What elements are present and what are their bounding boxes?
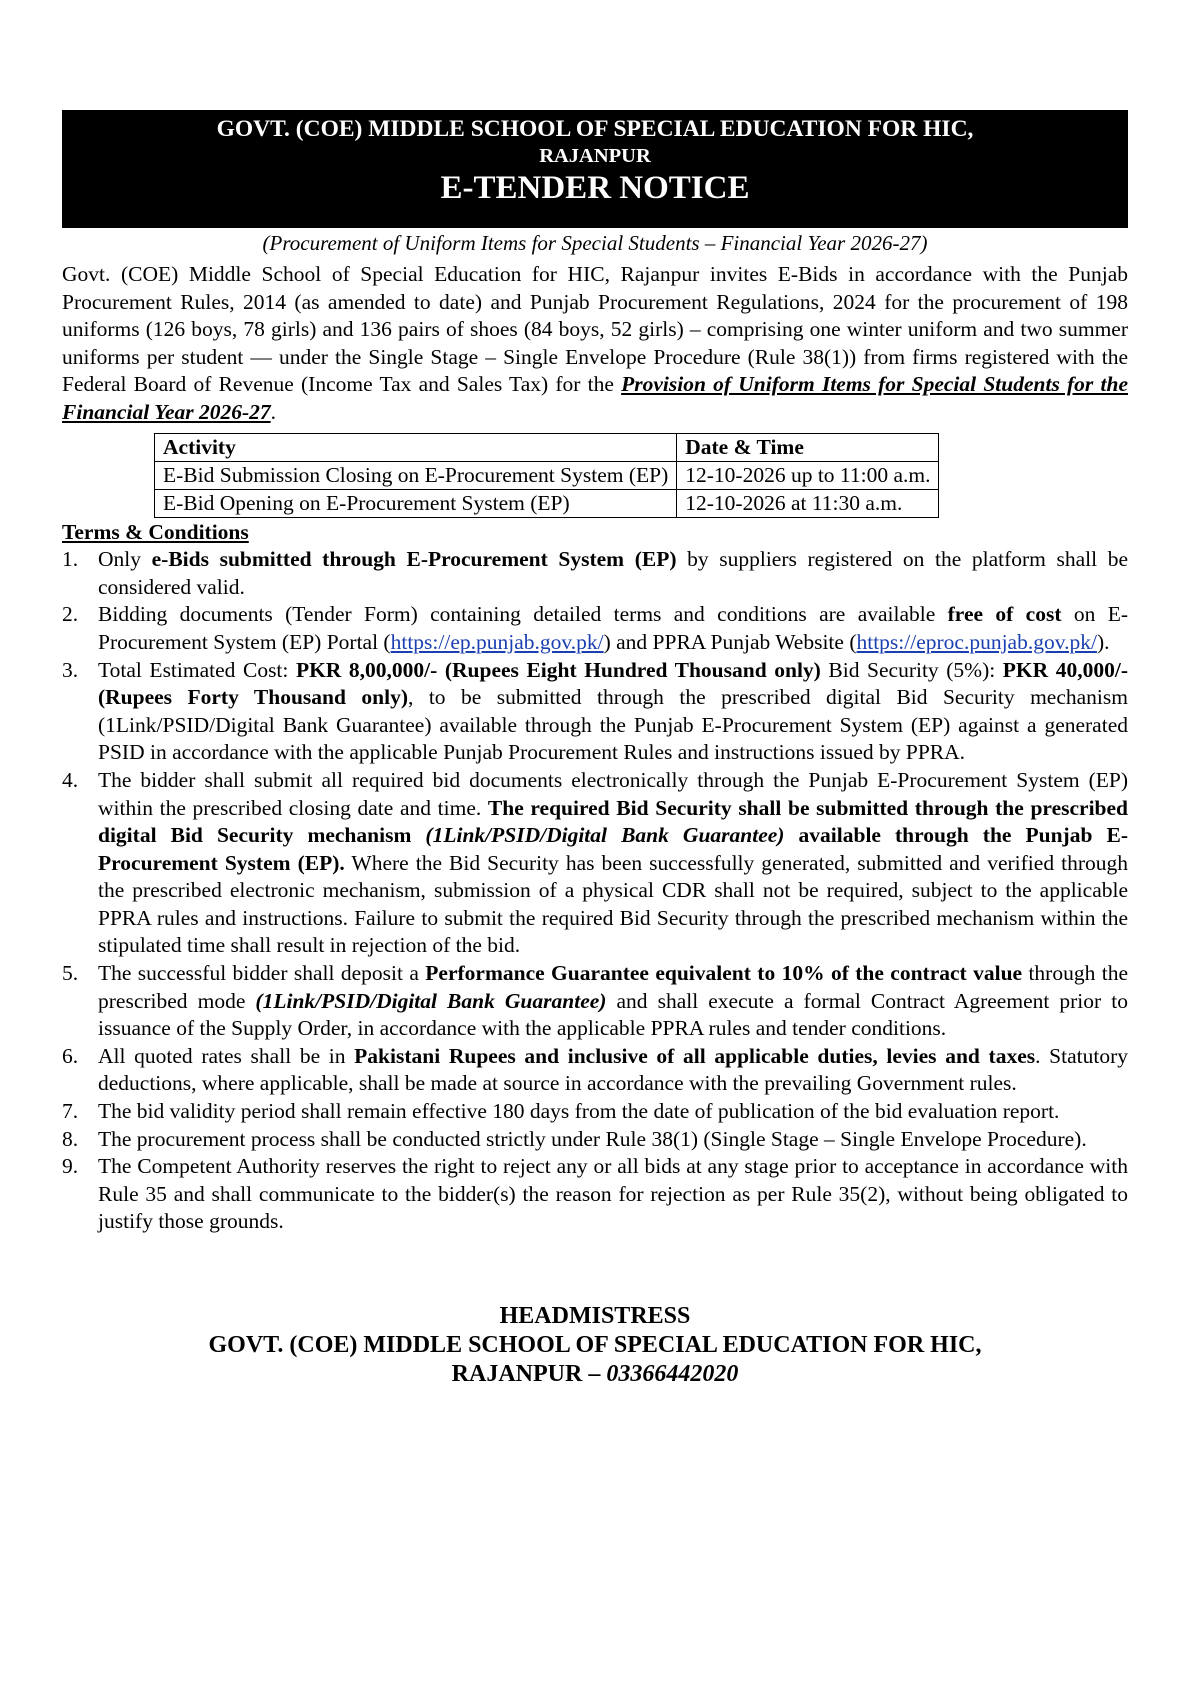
- term-bold: available through the Punjab E-Procurement System (EP).: [98, 823, 1128, 875]
- signatory-place-line: [62, 1360, 1128, 1389]
- term-number: 7.: [62, 1099, 79, 1124]
- contact-phone: 03366442020: [606, 1361, 739, 1387]
- term-bold: PKR 8,00,000/- (Rupees Eight Hundred Thousand only): [295, 657, 821, 682]
- term-item-2: [62, 601, 1128, 656]
- cell-date-time: 12-10-2026 up to 11:00 a.m.: [677, 461, 939, 489]
- term-text: ).: [1096, 629, 1110, 654]
- term-text: . Statutory deductions, where applicable, shall be made at source in accordance with the prevailing Government rules.: [98, 1043, 1128, 1096]
- term-item-1: [62, 546, 1128, 601]
- term-text: The successful bidder shall deposit a: [98, 961, 426, 986]
- term-text: All quoted rates shall be in: [98, 1043, 355, 1068]
- term-text: by suppliers registered on the platform shall be considered valid.: [98, 547, 1129, 599]
- terms-list: [62, 546, 1128, 1236]
- term-text: , to be submitted through the prescribed digital Bid Security mechanism (1Link/PSID/Digital Bank Guarantee) available through the Punjab E-Procurement System (EP) against a generated PSID in accordance with the applicable Punjab Procurement Rules and instructions issued by PPRA.: [98, 685, 1128, 765]
- term-bold: e-Bids submitted through E-Procurement System (EP): [151, 547, 677, 572]
- notice-subtitle: (Procurement of Uniform Items for Special Students – Financial Year 2026-27): [262, 231, 928, 255]
- term-text: Bid Security (5%):: [820, 657, 1003, 682]
- ep-portal-link[interactable]: https://ep.punjab.gov.pk/: [390, 629, 604, 654]
- term-bold: Pakistani Rupees and inclusive of all applicable duties, levies and taxes: [354, 1043, 1036, 1068]
- cell-activity: E-Bid Opening on E-Procurement System (EP): [155, 489, 677, 517]
- term-text: through the prescribed mode: [98, 961, 1128, 1013]
- term-text: The bid validity period shall remain effective 180 days from the date of publication of the bid evaluation report.: [98, 1099, 1060, 1124]
- term-bold-italic: (1Link/PSID/Digital Bank Guarantee): [255, 988, 607, 1013]
- term-item-5: [62, 960, 1128, 1043]
- column-header-date-time: Date & Time: [677, 433, 939, 461]
- term-bold: The required Bid Security shall be submitted through the prescribed digital Bid Security mechanism: [98, 795, 1128, 848]
- term-number: 6.: [62, 1043, 79, 1068]
- signature-block: [62, 1302, 1128, 1389]
- term-bold: PKR 40,000/- (Rupees Forty Thousand only): [98, 657, 1128, 710]
- terms-heading: Terms & Conditions: [62, 519, 249, 544]
- schedule-table: [154, 433, 939, 518]
- term-item-3: [62, 657, 1128, 767]
- term-text: The Competent Authority reserves the right to reject any or all bids at any stage prior to acceptance in accordance with Rule 35 and shall communicate to the bidder(s) the reason for rejection as per Rule 35(2), without being obligated to justify those grounds.: [98, 1154, 1128, 1234]
- term-text: The procurement process shall be conducted strictly under Rule 38(1) (Single Stage – Single Envelope Procedure).: [98, 1126, 1087, 1151]
- intro-end: .: [270, 399, 277, 424]
- ppra-website-link[interactable]: https://eproc.punjab.gov.pk/: [856, 629, 1097, 654]
- term-number: 3.: [62, 657, 79, 682]
- term-text: ) and PPRA Punjab Website (: [603, 629, 857, 654]
- column-header-activity: Activity: [155, 433, 677, 461]
- term-text: Only: [98, 547, 152, 572]
- notice-title: E-TENDER NOTICE: [440, 170, 750, 206]
- table-row: [155, 489, 939, 517]
- term-text: on E-Procurement System (EP) Portal (: [98, 602, 1128, 654]
- term-number: 8.: [62, 1126, 79, 1151]
- term-item-8: [62, 1126, 1128, 1154]
- term-number: 2.: [62, 602, 79, 627]
- term-bold-italic: (1Link/PSID/Digital Bank Guarantee): [425, 823, 785, 848]
- signatory-title: HEADMISTRESS: [499, 1303, 691, 1329]
- header-banner: [62, 110, 1128, 228]
- intro-paragraph: [62, 261, 1128, 427]
- table-header-row: [155, 433, 939, 461]
- term-number: 5.: [62, 961, 79, 986]
- term-text: and shall execute a formal Contract Agreement prior to issuance of the Supply Order, in accordance with the applicable PPRA rules and tender conditions.: [98, 988, 1128, 1041]
- term-item-7: [62, 1098, 1128, 1126]
- term-item-9: [62, 1153, 1128, 1236]
- table-row: [155, 461, 939, 489]
- cell-activity: E-Bid Submission Closing on E-Procurement System (EP): [155, 461, 677, 489]
- school-name-line1: GOVT. (COE) MIDDLE SCHOOL OF SPECIAL EDUCATION FOR HIC,: [216, 116, 974, 142]
- term-bold: Performance Guarantee equivalent to 10% of the contract value: [425, 961, 1023, 986]
- intro-text: Govt. (COE) Middle School of Special Education for HIC, Rajanpur invites E-Bids in accordance with the Punjab Procurement Rules, 2014 (as amended to date) and Punjab Procurement Regulations, 2024 for the procurement of 198 uniforms (126 boys, 78 girls) and 136 pairs of shoes (84 boys, 52 girls) – comprising one winter uniform and two summer uniforms per student — under the Single Stage – Single Envelope Procedure (Rule 38(1)) from firms registered with the Federal Board of Revenue (Income Tax and Sales Tax) for the: [62, 262, 1128, 397]
- intro-emphasis: Provision of Uniform Items for Special Students for the Financial Year 2026-27: [62, 372, 1128, 424]
- tender-notice-page: [62, 110, 1128, 1389]
- term-item-4: [62, 767, 1128, 960]
- signatory-place: RAJANPUR –: [451, 1361, 607, 1387]
- term-number: 9.: [62, 1154, 79, 1179]
- term-text: Total Estimated Cost:: [98, 657, 296, 682]
- term-text: Bidding documents (Tender Form) containing detailed terms and conditions are available: [98, 602, 948, 627]
- term-text: Where the Bid Security has been successfully generated, submitted and verified through the prescribed electronic mechanism, submission of a physical CDR shall not be required, subject to the applicable PPRA rules and instructions. Failure to submit the required Bid Security through the prescribed mechanism within the stipulated time shall result in rejection of the bid.: [98, 850, 1128, 958]
- term-number: 1.: [62, 547, 79, 572]
- cell-date-time: 12-10-2026 at 11:30 a.m.: [677, 489, 939, 517]
- term-bold: free of cost: [947, 602, 1062, 627]
- term-number: 4.: [62, 767, 79, 792]
- school-name-line2: RAJANPUR: [539, 145, 651, 167]
- signatory-school: GOVT. (COE) MIDDLE SCHOOL OF SPECIAL EDUCATION FOR HIC,: [208, 1332, 982, 1358]
- term-text: The bidder shall submit all required bid documents electronically through the Punjab E-Procurement System (EP) within the prescribed closing date and time.: [98, 767, 1128, 820]
- term-item-6: [62, 1043, 1128, 1098]
